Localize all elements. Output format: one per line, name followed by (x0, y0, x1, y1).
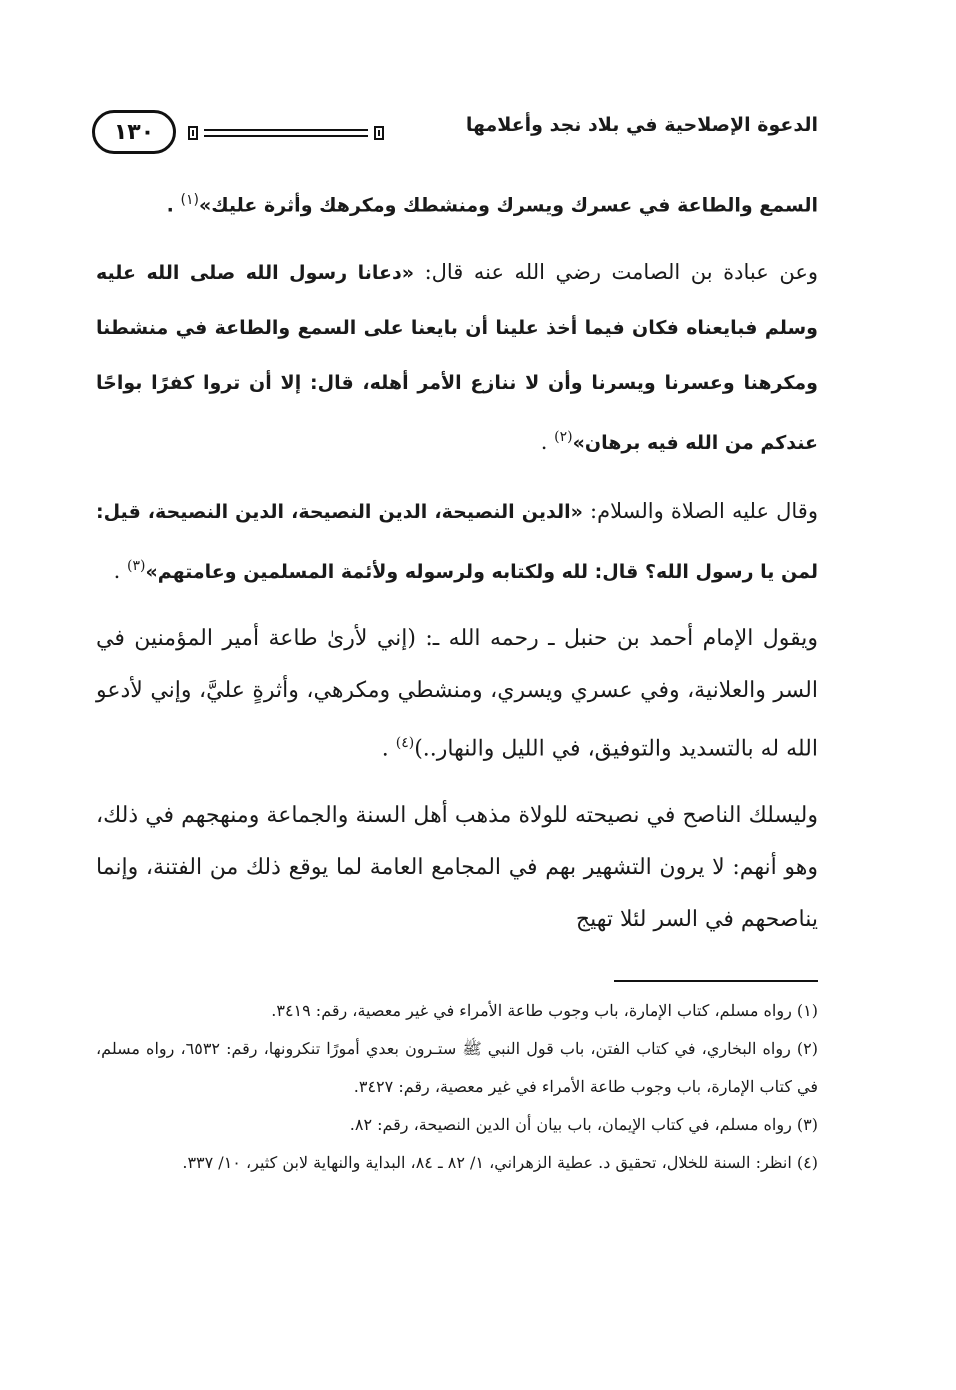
paragraph-1 (96, 174, 818, 231)
footnote-4: (٤) انظر: السنة للخلال، تحقيق د. عطية الزهراني، ١/ ٨٢ ـ ٨٤، البداية والنهاية لابن كثير، ١٠/ ٣٣٧. (182, 1153, 818, 1172)
p1-text: السمع والطاعة في عسرك ويسرك ومنشطك ومكرهك وأثرة عليك» (198, 194, 818, 217)
paragraph-4 (96, 613, 818, 775)
footnotes (96, 992, 818, 1182)
page-number: ١٣٠ (92, 110, 176, 154)
paragraph-5 (96, 790, 818, 946)
footnote-3: (٣) رواه مسلم، في كتاب الإيمان، باب بيان أن الدين النصيحة، رقم: ٨٢. (349, 1115, 818, 1134)
p2-intro: وعن عبادة بن الصامت رضي الله عنه قال: (424, 260, 818, 285)
p3-footnote-ref: (٣) (126, 558, 146, 575)
running-title: الدعوة الإصلاحية في بلاد نجد وأعلامها (465, 114, 818, 136)
p2-footnote-ref: (٢) (554, 429, 573, 446)
paragraph-2 (96, 245, 818, 470)
p2-end: . (540, 430, 548, 455)
p1-footnote-ref: (١) (180, 192, 199, 208)
rule-end-right (374, 126, 384, 140)
p2-hadith: «دعانا رسول الله صلى الله عليه وسلم فبايعناه فكان فيما أخذ علينا أن بايعنا على السمع والطاعة في منشطنا ومكرهنا وعسرنا ويسرنا وأن لا ننازع الأمر أهله، قال: إلا أن تروا كفرًا بواحًا عندكم من الله فيه برهان» (96, 262, 818, 455)
paragraph-3 (96, 484, 818, 599)
p4-end: . (381, 736, 389, 762)
footnote-separator (614, 980, 818, 982)
p4-text: ويقول الإمام أحمد بن حنبل ـ رحمه الله ـ: (إني لأرىٰ طاعة أمير المؤمنين في السر والعلانية، وفي عسري ويسري، ومنشطي ومكرهي، وأثرةٍ عليَّ، وإني لأدعو الله له بالتسديد والتوفيق، في الليل والنهار..) (96, 626, 818, 762)
p3-end: . (113, 559, 121, 584)
footnote-1: (١) رواه مسلم، كتاب الإمارة، باب وجوب طاعة الأمراء في غير معصية، رقم: ٣٤١٩. (271, 1001, 818, 1020)
main-text (96, 174, 818, 960)
p5-text: وليسلك الناصح في نصيحته للولاة مذهب أهل السنة والجماعة ومنهجهم في ذلك، وهو أنهم: لا يرون التشهير بهم في المجامع العامة لما يوقع ذلك من الفتنة، وإنما يناصحهم في السر لئلا تهيج (96, 802, 818, 932)
p3-hadith: «الدين النصيحة، الدين النصيحة، الدين النصيحة، قيل: لمن يا رسول الله؟ قال: لله ولكتابه ولرسوله ولأئمة المسلمين وعامتهم» (96, 501, 818, 584)
rule-line-top (204, 129, 368, 131)
header-ornament-rule (188, 128, 384, 138)
rule-end-left (188, 126, 198, 140)
footnote-2: (٢) رواه البخاري، في كتاب الفتن، باب قول النبي ﷺ ستـرون بعدي أمورًا تنكرونها، رقم: ٦٥٣٢، رواه مسلم، في كتاب الإمارة، باب وجوب طاعة الأمراء في غير معصية، رقم: ٣٤٢٧. (96, 1039, 819, 1096)
rule-line-bottom (204, 135, 368, 137)
p3-intro: وقال عليه الصلاة والسلام: (590, 499, 818, 524)
p1-end: . (166, 194, 174, 217)
p4-footnote-ref: (٤) (395, 735, 415, 752)
page-header (92, 108, 818, 158)
